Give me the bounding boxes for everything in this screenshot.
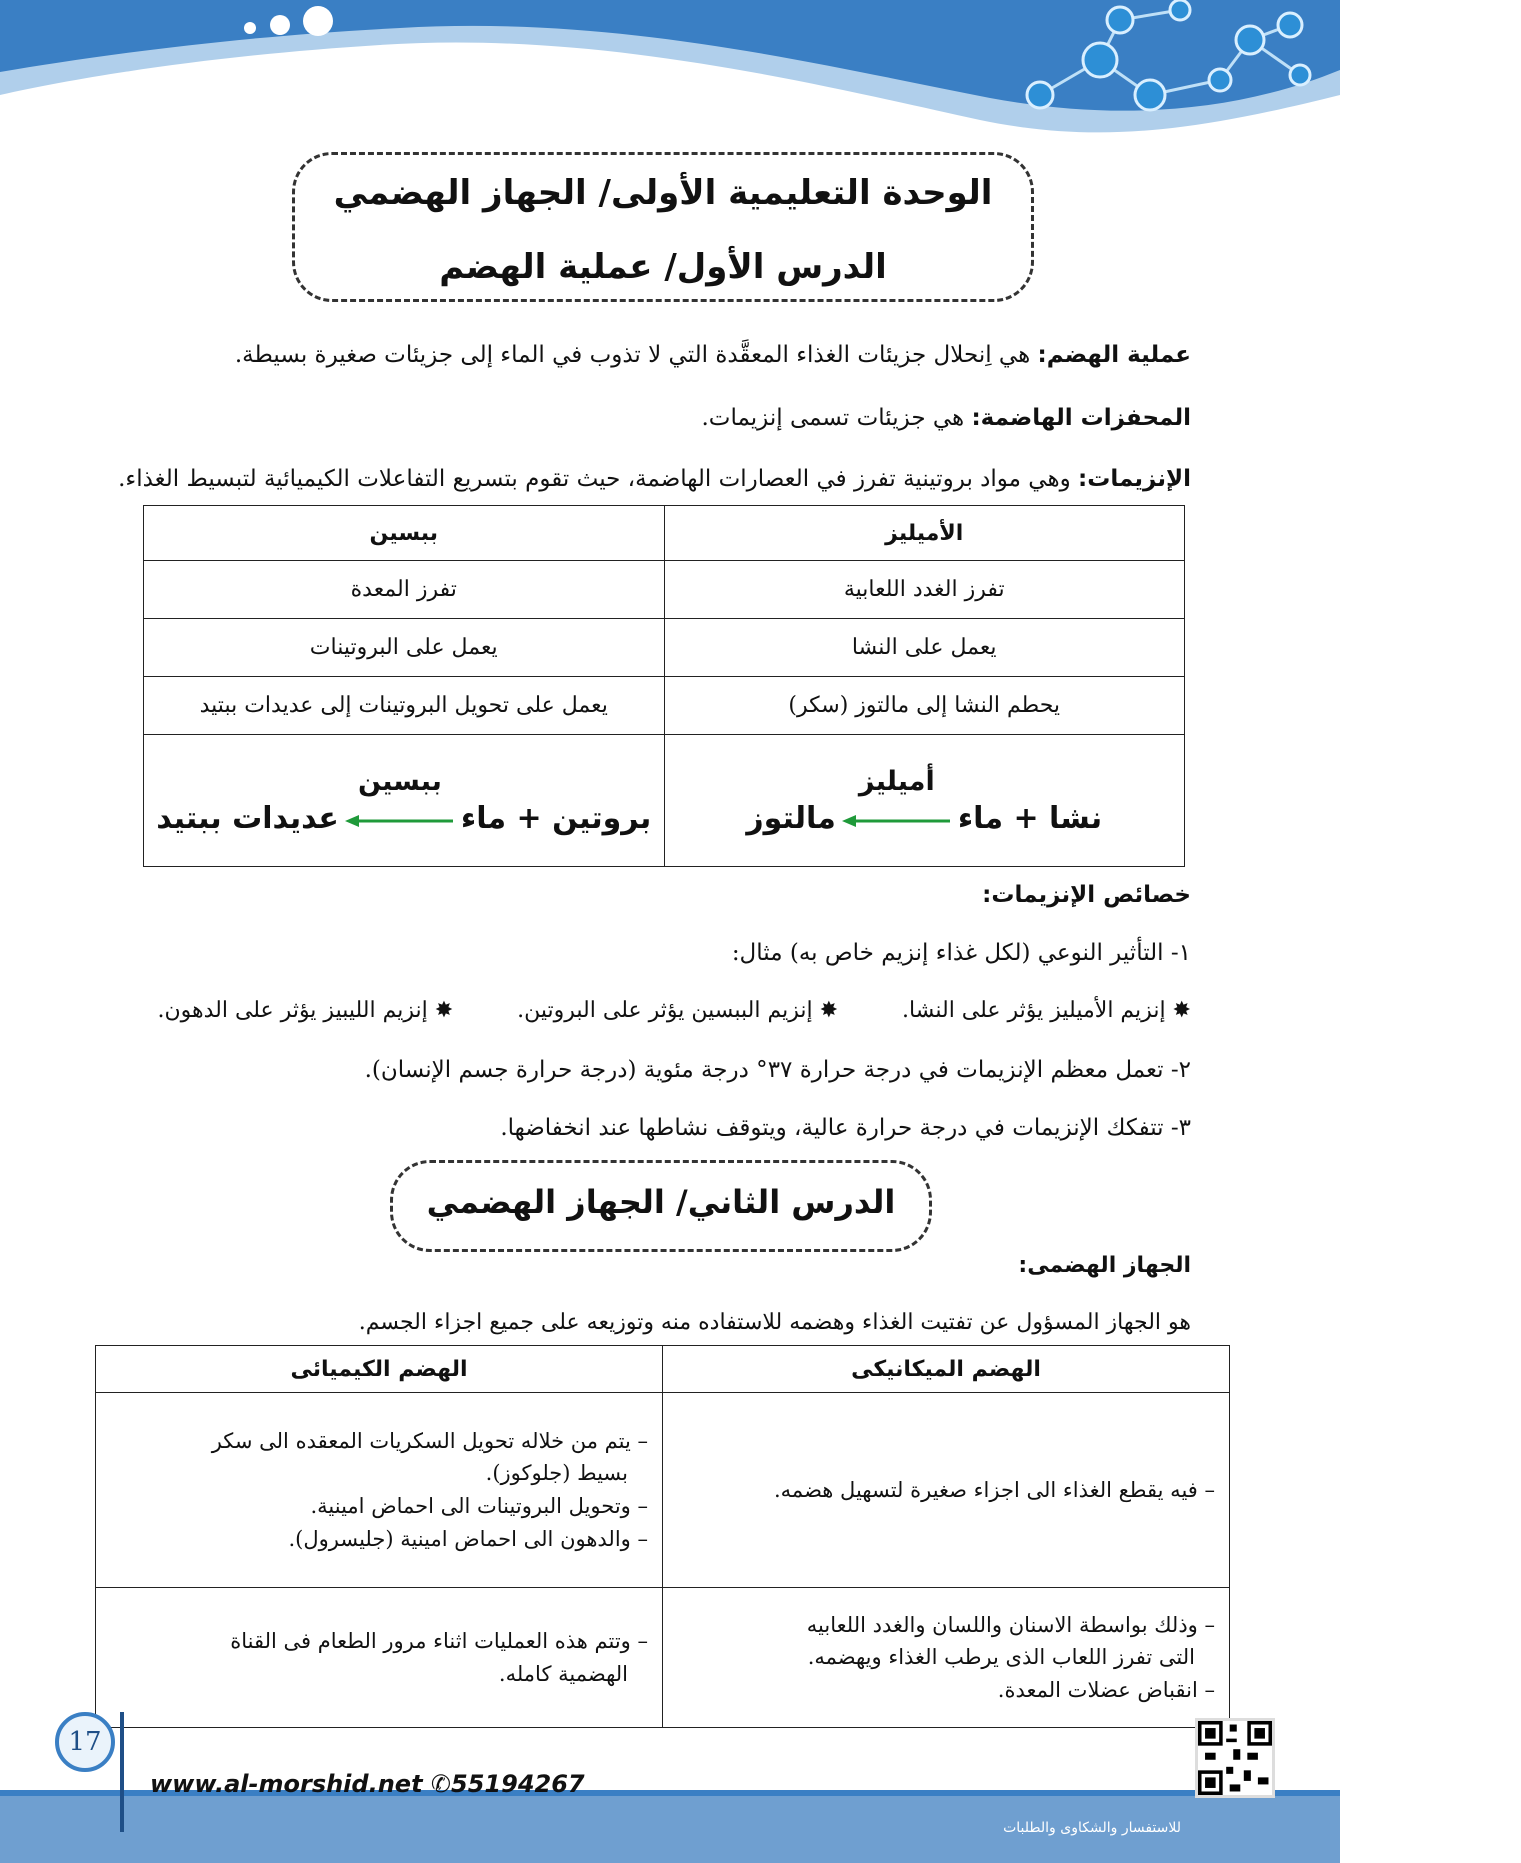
term-enzymes: الإنزيمات: (1078, 466, 1191, 492)
definition-catalysts (701, 405, 1191, 433)
star-bullet-icon: ✸ (812, 998, 839, 1023)
header-wave-decoration (0, 0, 1521, 170)
term-digestion: عملية الهضم: (1037, 342, 1191, 368)
contact-note: للاستفسار والشكاوى والطلبات (1003, 1820, 1181, 1836)
list-item: – انقباض عضلات المعدة. (997, 1677, 1215, 1702)
enzymes-header-pepsin: ببسين (144, 506, 665, 561)
example-amylase: إنزيم الأميليز يؤثر على النشا. (902, 998, 1166, 1023)
phone-number: ✆55194267 (430, 1770, 585, 1798)
table-cell: تفرز الغدد اللعابية (664, 561, 1185, 619)
list-item: – والدهون الى احماض امينية (جليسرول). (288, 1526, 648, 1551)
star-bullet-icon: ✸ (1165, 998, 1191, 1023)
arrow-left-icon (842, 814, 952, 828)
footer-contact (150, 1770, 585, 1798)
list-item: – فيه يقطع الغذاء الى اجزاء صغيرة لتسهيل هضمه. (774, 1477, 1215, 1502)
equation-amylase-cell (664, 735, 1185, 867)
qr-code-icon (1195, 1718, 1275, 1798)
table-cell: يعمل على النشا (664, 619, 1185, 677)
property-2: ٢- تعمل معظم الإنزيمات في درجة حرارة ٣٧° درجة مئوية (درجة حرارة جسم الإنسان). (364, 1057, 1191, 1083)
table-cell: يحطم النشا إلى مالتوز (سكر) (664, 677, 1185, 735)
list-item: – يتم من خلاله تحويل السكريات المعقده الى سكر (211, 1428, 648, 1453)
footer-divider (120, 1712, 124, 1832)
text-digestion: هي اِنحلال جزيئات الغذاء المعقَّدة التي لا تذوب في الماء إلى جزيئات صغيرة بسيطة. (234, 342, 1038, 368)
definition-digestion (235, 342, 1191, 370)
property-examples (157, 998, 1191, 1023)
reaction-arrow (345, 766, 455, 836)
digestive-system-definition: هو الجهاز المسؤول عن تفتيت الغذاء وهضمه للاستفاده منه وتوزيعه على جميع اجزاء الجسم. (358, 1310, 1191, 1335)
table-cell: يعمل على تحويل البروتينات إلى عديدات ببتيد (144, 677, 665, 735)
lesson2-title-box (390, 1160, 932, 1252)
table-cell: يعمل على البروتينات (144, 619, 665, 677)
example-pepsin: إنزيم الببسين يؤثر على البروتين. (517, 998, 813, 1023)
unit-title-box (292, 152, 1034, 302)
page-number-badge (55, 1712, 115, 1772)
digestion-header-chemical: الهضم الكيميائى (96, 1346, 663, 1393)
lesson2-title: الدرس الثاني/ الجهاز الهضمي (426, 1183, 896, 1221)
mechanical-cell-1 (663, 1393, 1230, 1588)
enzymes-header-amylase: الأميليز (664, 506, 1185, 561)
reaction-arrow (842, 766, 952, 836)
equation-pepsin-product: عديدات ببتيد (156, 800, 339, 836)
list-item: بسيط (جلوكوز). (485, 1461, 628, 1486)
example-lipase: إنزيم الليبيز يؤثر على الدهون. (157, 998, 428, 1023)
equation-amylase-enzyme: أميليز (858, 765, 935, 797)
list-item: – وذلك بواسطة الاسنان واللسان والغدد اللعابيه (806, 1612, 1215, 1637)
equation-amylase-reactants: نشا + ماء (957, 800, 1103, 836)
equation-pepsin-cell (144, 735, 665, 867)
text-catalysts: هي جزيئات تسمى إنزيمات. (701, 405, 972, 431)
equation-pepsin-reactants: بروتين + ماء (460, 800, 652, 836)
lesson1-title: الدرس الأول/ عملية الهضم (439, 247, 887, 287)
equation-pepsin-enzyme: ببسين (357, 765, 442, 797)
equation-amylase-product: مالتوز (746, 800, 836, 836)
term-catalysts: المحفزات الهاضمة: (971, 405, 1191, 431)
definition-enzymes (118, 466, 1191, 494)
chemical-cell-1 (96, 1393, 663, 1588)
digestion-header-mechanical: الهضم الميكانيكى (663, 1346, 1230, 1393)
table-cell: تفرز المعدة (144, 561, 665, 619)
text-enzymes: وهي مواد بروتينية تفرز في العصارات الهاضمة، حيث تقوم بتسريع التفاعلات الكيميائية لتبسيط الغذاء. (118, 466, 1079, 492)
arrow-left-icon (345, 814, 455, 828)
digestive-system-heading: الجهاز الهضمى: (1018, 1253, 1191, 1278)
mechanical-cell-2 (663, 1588, 1230, 1728)
list-item: – وتحويل البروتينات الى احماض امينية. (310, 1494, 648, 1518)
page-number: 17 (68, 1727, 102, 1757)
property-1: ١- التأثير النوعي (لكل غذاء إنزيم خاص به) مثال: (731, 940, 1191, 966)
website-link[interactable]: www.al-morshid.net (150, 1770, 423, 1798)
list-item: – وتتم هذه العمليات اثناء مرور الطعام فى القناة (230, 1628, 648, 1653)
list-item: الهضمية كامله. (498, 1661, 628, 1686)
chemical-cell-2 (96, 1588, 663, 1728)
property-3: ٣- تتفكك الإنزيمات في درجة حرارة عالية، ويتوقف نشاطها عند انخفاضها. (500, 1115, 1191, 1141)
star-bullet-icon: ✸ (427, 998, 454, 1023)
list-item: التى تفرز اللعاب الذى يرطب الغذاء ويهضمه. (807, 1645, 1195, 1670)
digestion-table (95, 1345, 1230, 1728)
properties-heading: خصائص الإنزيمات: (982, 882, 1191, 908)
enzymes-table (143, 505, 1185, 867)
unit-title: الوحدة التعليمية الأولى/ الجهاز الهضمي (333, 173, 993, 213)
